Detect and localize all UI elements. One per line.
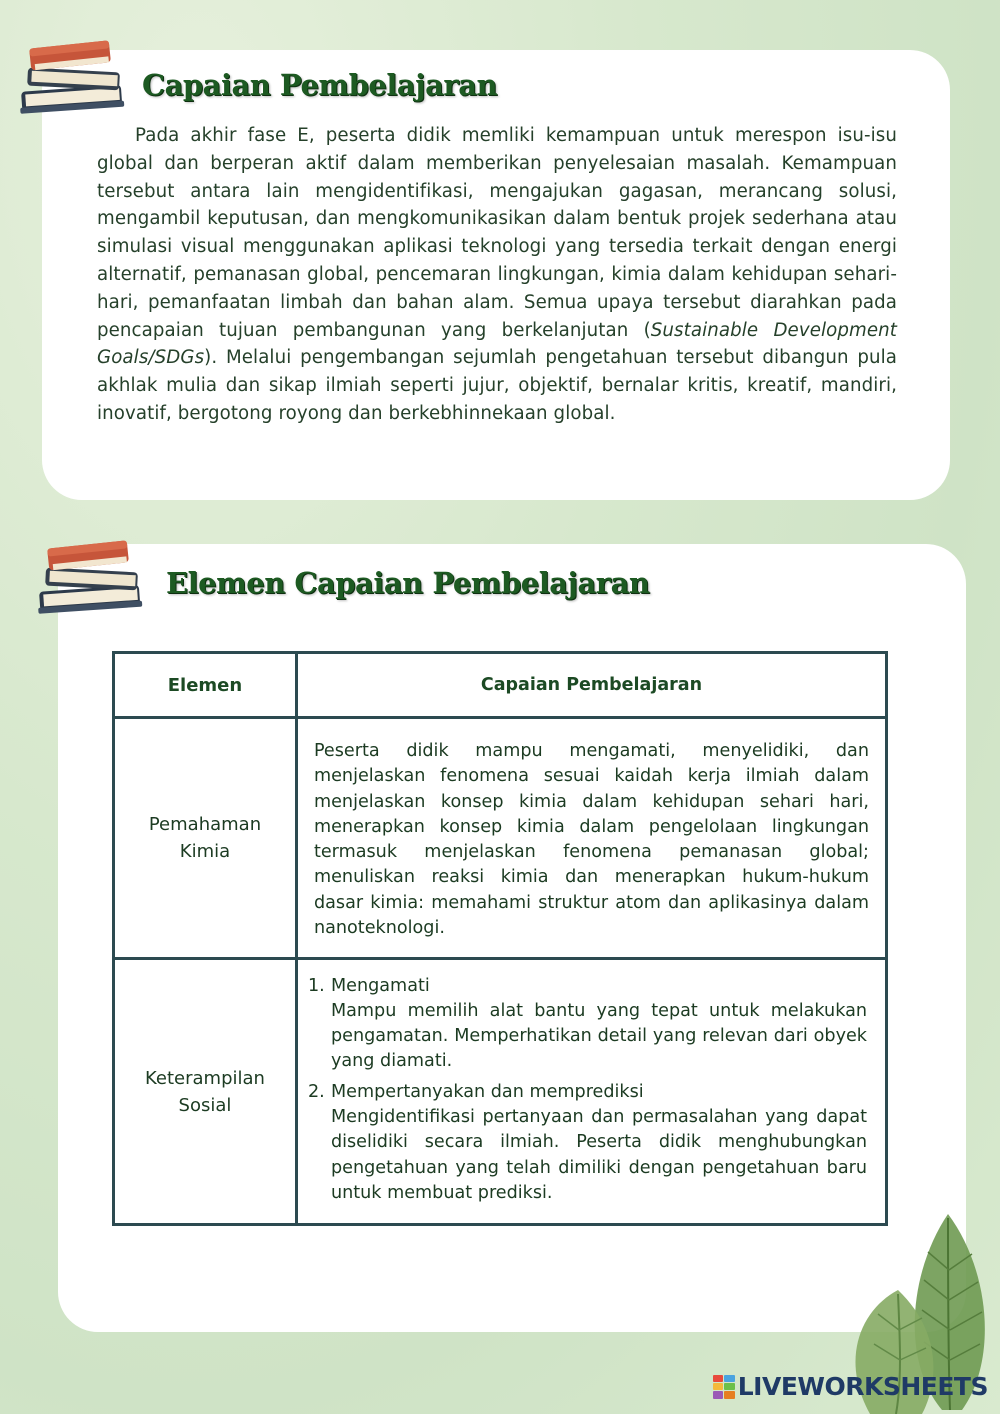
table-row — [114, 959, 887, 1225]
paragraph-italic-sdgs: Sustainable Development Goals/SDGs — [97, 319, 897, 369]
books-stack-icon — [14, 30, 134, 120]
books-stack-icon — [32, 530, 152, 620]
list-item-desc: Mampu memilih alat bantu yang tepat untuk melakukan pengamatan. Memperhatikan detail yang relevan dari obyek yang diamati. — [330, 1000, 867, 1072]
element-description: Peserta didik mampu mengamati, menyelidiki, dan menjelaskan fenomena sesuai kaidah kerja ilmiah dalam menjelaskan konsep kimia dalam kehidupan sehari hari, menerapkan konsep kimia dalam pengelolaan lingkungan termasuk menjelaskan fenomena pemanasan global; menuliskan reaksi kimia dan menerapkan hukum-hukum dasar kimia: memahami struktur atom dan aplikasinya dalam nanoteknologi. — [313, 741, 869, 939]
list-number: 1. — [307, 975, 325, 996]
liveworksheets-watermark — [713, 1372, 988, 1401]
skills-list — [298, 962, 885, 1223]
paragraph-text-a: Pada akhir fase E, peserta didik memliki kemampuan untuk merespon isu-isu global dan berperan aktif dalam memberikan penyelesaian masalah. Kemampuan tersebut antara lain mengidentifikasi, mengajukan gagasan, merancang solusi, mengambil keputusan, dan mengkomunikasikan dalam bentuk projek sederhana atau simulasi visual menggunakan aplikasi teknologi yang tersedia terkait dengan energi alternatif, pemanasan global, pencemaran lingkungan, kimia dalam kehidupan sehari-hari, pemanfaatan limbah dan bahan alam. Semua upaya tersebut diarahkan pada pencapaian tujuan pembangunan yang berkelanjutan ( — [97, 125, 897, 341]
liveworksheets-logo-icon — [713, 1375, 735, 1399]
header-elemen: Elemen — [114, 653, 297, 718]
list-item — [308, 1080, 867, 1206]
paragraph-text-b: ). Melalui pengembangan sejumlah pengetahuan tersebut dibangun pula akhlak mulia dan sikap ilmiah seperti jujur, objektif, bernalar kritis, kreatif, mandiri, inovatif, bergotong royong dan berkebhinnekaan global. — [97, 347, 897, 424]
table-row — [114, 718, 887, 959]
description-cell — [296, 959, 886, 1225]
description-cell — [296, 718, 886, 959]
list-item-title: Mengamati — [330, 975, 430, 996]
section-title-elemen: Elemen Capaian Pembelajaran — [166, 566, 650, 600]
list-item-desc: Mengidentifikasi pertanyaan dan permasalahan yang dapat diselidiki secara ilmiah. Peserta didik menghubungkan pengetahuan yang telah dimiliki dengan pengetahuan baru untuk membuat prediksi. — [330, 1107, 867, 1203]
intro-paragraph — [97, 122, 897, 428]
table-header-row — [114, 653, 887, 718]
element-name: Pemahaman Kimia — [148, 814, 262, 863]
header-capaian: Capaian Pembelajaran — [296, 653, 886, 718]
element-cell — [114, 718, 297, 959]
list-number: 2. — [307, 1081, 325, 1102]
section-title-capaian: Capaian Pembelajaran — [142, 68, 498, 102]
list-item-title: Mempertanyakan dan memprediksi — [330, 1081, 644, 1102]
element-cell — [114, 959, 297, 1225]
watermark-text: LIVEWORKSHEETS — [737, 1372, 988, 1401]
elements-table — [112, 651, 888, 1226]
list-item — [308, 974, 867, 1075]
element-name: Keterampilan Sosial — [145, 1067, 265, 1116]
